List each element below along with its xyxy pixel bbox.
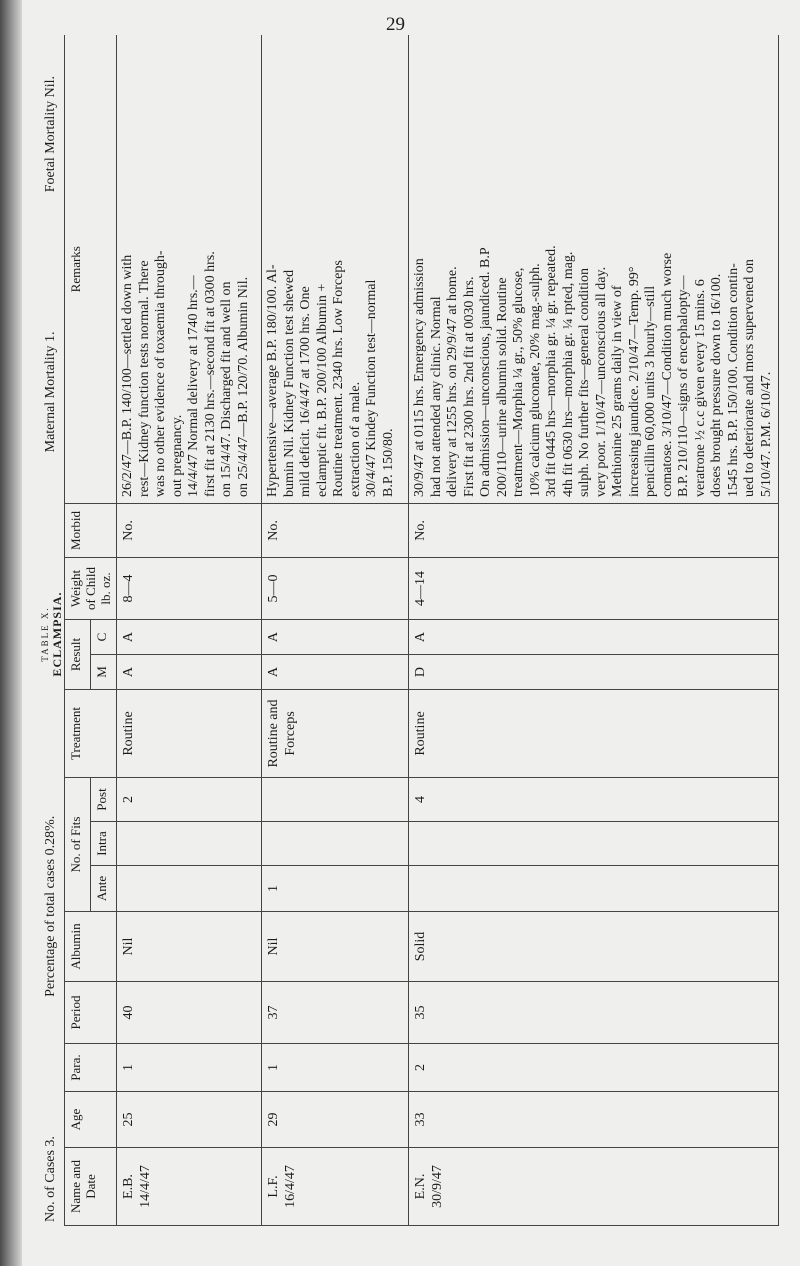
remark-line: Hypertensive—average B.P. 180/100. Al-: [265, 264, 280, 497]
header-fits-post: Post: [91, 778, 117, 822]
table-caption: [38, 36, 64, 1226]
page-number: 29: [386, 14, 405, 35]
table-row: [117, 35, 262, 1225]
remark-line: on 15/4/47. Discharged fit and well on: [219, 281, 234, 497]
cell-treatment: Routine: [117, 690, 262, 778]
cell-age: 29: [262, 1092, 409, 1148]
remark-line: Methionine 25 grams daily in view of: [610, 285, 625, 497]
cell-result-c: A: [409, 619, 779, 654]
header-fits-intra: Intra: [91, 822, 117, 866]
cell-period: 35: [409, 982, 779, 1044]
caption-cases: No. of Cases 3.: [43, 1136, 58, 1222]
remark-line: B.P. 150/80.: [380, 428, 396, 497]
cell-date: 14/4/47: [138, 1165, 153, 1208]
header-remarks: Remarks: [65, 35, 117, 503]
remark-line: eclamptic fit. B.P. 200/100 Albumin +: [314, 283, 330, 497]
table-row: [262, 35, 409, 1225]
cell-treatment: Routine and Forceps: [262, 690, 409, 778]
cell-name-date: [409, 1148, 779, 1226]
caption-maternal-mortality: Maternal Mortality 1.: [43, 331, 58, 453]
cell-remarks: [409, 35, 779, 503]
header-para: Para.: [65, 1044, 117, 1092]
remark-line: mild deficit. 16/4/47 at 1700 hrs. One: [298, 286, 313, 497]
header-age: Age: [65, 1092, 117, 1148]
cell-albumin: Nil: [262, 912, 409, 982]
cell-period: 37: [262, 982, 409, 1044]
remark-line: out pregnancy.: [169, 414, 185, 497]
cell-date: 30/9/47: [430, 1165, 445, 1208]
caption-foetal-mortality: Foetal Mortality Nil.: [43, 76, 58, 193]
remark-line: Routine treatment. 2340 hrs. Low Forceps: [331, 260, 346, 497]
remark-line: was no other evidence of toxaemia through-: [153, 250, 168, 497]
caption-percentage: Percentage of total cases 0.28%.: [43, 815, 58, 997]
cell-fits-post: 2: [117, 778, 262, 822]
cell-name: E.N.: [413, 1173, 428, 1200]
header-morbid: Morbid: [65, 503, 117, 557]
caption-table-name: ECLAMPSIA.: [50, 591, 64, 677]
remark-line: delivery at 1255 hrs. on 29/9/47 at home.: [445, 266, 460, 497]
cell-fits-ante: [409, 866, 779, 912]
remark-line: first fit at 2130 hrs.—second fit at 0300 hrs.: [202, 251, 218, 497]
remark-line: rest—Kidney function tests normal. There: [136, 260, 152, 497]
header-result: Result: [65, 619, 91, 689]
cell-fits-intra: [117, 822, 262, 866]
cell-result-m: D: [409, 655, 779, 690]
header-fits-ante: Ante: [91, 866, 117, 912]
remark-line: doses brought pressure down to 16/100.: [709, 273, 724, 497]
cell-result-c: A: [117, 619, 262, 654]
header-period: Period: [65, 982, 117, 1044]
remark-line: 4th fit 0630 hrs—morphia gr. ¼ rpted, mag.: [560, 251, 576, 497]
remark-line: 3rd fit 0445 hrs—morphia gr. ¼ gr. repeated.: [544, 245, 559, 497]
header-result-c: C: [91, 619, 117, 654]
header-weight: Weight of Child lb. oz.: [65, 557, 117, 619]
cell-period: 40: [117, 982, 262, 1044]
cell-name: E.B.: [121, 1174, 136, 1199]
cell-age: 25: [117, 1092, 262, 1148]
remark-line: ued to deteriorate and mors supervened on: [742, 259, 757, 497]
eclampsia-table: [64, 35, 779, 1226]
cell-fits-intra: [262, 822, 409, 866]
remark-line: 30/9/47 at 0115 hrs. Emergency admission: [412, 258, 427, 497]
remark-line: 5/10/47. P.M. 6/10/47.: [758, 371, 774, 497]
cell-fits-ante: [117, 866, 262, 912]
cell-name-date: [262, 1148, 409, 1226]
remark-line: 200/110—urine albumin solid. Routine: [494, 277, 510, 497]
remark-line: treatment—Morphia ¼ gr., 50% glucose,: [511, 267, 526, 497]
rotated-table-region: [38, 36, 790, 1226]
header-no-of-fits: No. of Fits: [65, 778, 91, 912]
cell-result-m: A: [262, 655, 409, 690]
remark-line: sulph. No further fits—general condition: [577, 267, 592, 497]
cell-para: 1: [262, 1044, 409, 1092]
cell-para: 2: [409, 1044, 779, 1092]
cell-fits-intra: [409, 822, 779, 866]
page-gutter-shadow: [0, 0, 22, 1266]
cell-fits-ante: 1: [262, 866, 409, 912]
header-result-m: M: [91, 655, 117, 690]
cell-fits-post: 4: [409, 778, 779, 822]
remark-line: bumin Nil. Kidney Function test shewed: [281, 269, 297, 497]
remark-line: 14/4/47 Normal delivery at 1740 hrs.—: [186, 275, 201, 497]
remark-line: 10% calcium gluconate, 20% mag.-sulph.: [527, 263, 543, 497]
remark-line: penicillin 60,000 units 3 hourly—still: [643, 285, 658, 497]
cell-remarks: [262, 35, 409, 503]
table-row: [409, 35, 779, 1225]
cell-name-date: [117, 1148, 262, 1226]
remark-line: increasing jaundice. 2/10/47—Temp. 99°: [626, 266, 642, 497]
cell-morbid: No.: [409, 503, 779, 557]
cell-weight: 5—0: [262, 557, 409, 619]
cell-weight: 8—4: [117, 557, 262, 619]
cell-fits-post: [262, 778, 409, 822]
cell-remarks: [117, 35, 262, 503]
remark-line: 26/2/47—B.P. 140/100—settled down with: [120, 254, 135, 497]
cell-albumin: Solid: [409, 912, 779, 982]
remark-line: 30/4/47 Kindey Function test—normal: [364, 279, 379, 497]
remark-line: veratrone ½ c.c given every 15 mins. 6: [692, 279, 708, 497]
cell-treatment: Routine: [409, 690, 779, 778]
cell-weight: 4—14: [409, 557, 779, 619]
remark-line: On admission—unconscious, jaundiced. B.P: [478, 247, 493, 497]
remark-line: comatose. 3/10/47—Condition much worse: [659, 252, 675, 497]
cell-albumin: Nil: [117, 912, 262, 982]
header-name-date: Name and Date: [65, 1148, 117, 1226]
caption-table-label: TABLE X.: [40, 606, 50, 662]
cell-morbid: No.: [117, 503, 262, 557]
header-treatment: Treatment: [65, 690, 117, 778]
cell-result-c: A: [262, 619, 409, 654]
remark-line: very poor. 1/10/47—unconscious all day.: [593, 266, 609, 497]
remark-line: 1545 hrs. B.P. 150/100. Condition contin-: [725, 263, 741, 497]
remark-line: on 25/4/47—B.P. 120/70. Albumin Nil.: [235, 276, 251, 497]
header-albumin: Albumin: [65, 912, 117, 982]
cell-name: L.F.: [266, 1175, 281, 1198]
caption-title: [39, 592, 63, 677]
remark-line: B.P. 210/110—signs of encephalopty—: [676, 275, 691, 497]
cell-morbid: No.: [262, 503, 409, 557]
remark-line: First fit at 2300 hrs. 2nd fit at 0030 hrs.: [461, 276, 477, 497]
remark-line: extraction of a male.: [347, 381, 363, 497]
cell-age: 33: [409, 1092, 779, 1148]
cell-date: 16/4/47: [283, 1165, 298, 1208]
cell-para: 1: [117, 1044, 262, 1092]
cell-result-m: A: [117, 655, 262, 690]
remark-line: had not attended any clinic. Normal: [428, 296, 444, 497]
